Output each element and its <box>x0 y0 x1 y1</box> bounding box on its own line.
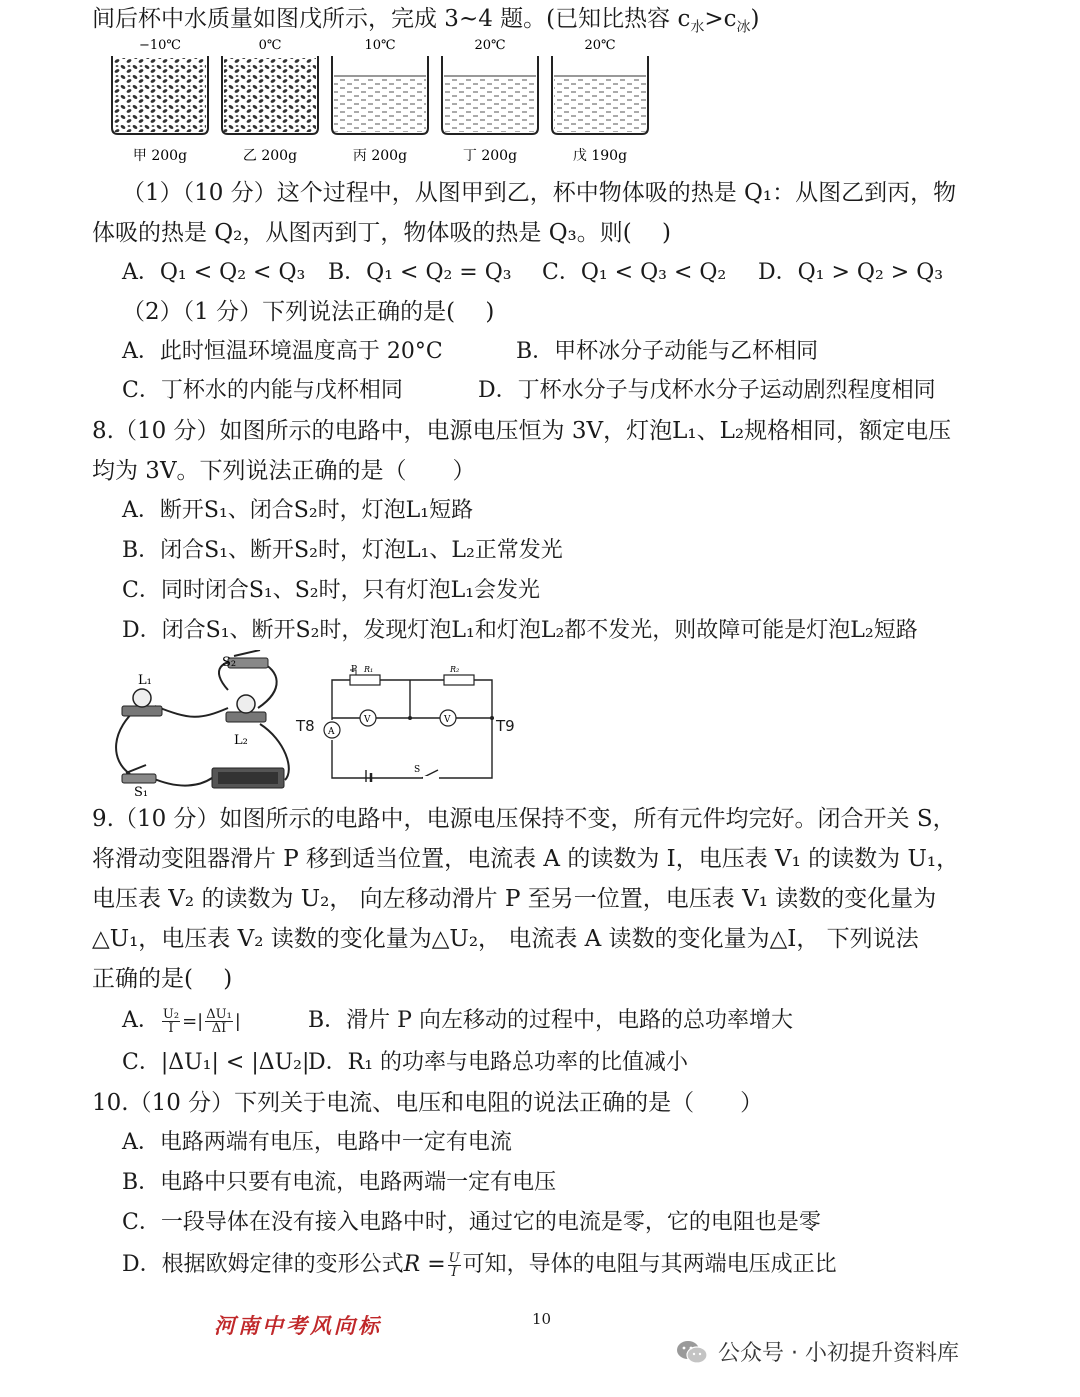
cup-label: 甲 200g <box>132 148 188 164</box>
q1-option-d: D．Q₁ > Q₂ > Q₃ <box>758 260 944 285</box>
q2-stem: （2）（1 分）下列说法正确的是( ) <box>122 299 495 325</box>
q2-option-b: B．甲杯冰分子动能与乙杯相同 <box>516 339 819 364</box>
label-l2: L₂ <box>234 733 248 748</box>
q9-line1: 9.（10 分）如图所示的电路中，电源电压保持不变，所有元件均完好。闭合开关 S， <box>92 806 956 832</box>
label-l1: L₁ <box>138 673 152 688</box>
q10-option-d: D．根据欧姆定律的变形公式R = $\frac{U}{I}$ 可知，导体的电阻与其两端电压成正比 <box>122 1250 837 1280</box>
cup-label: 戊 190g <box>572 148 628 164</box>
q9-option-a: A． $\frac{\text{U₂}}{I}$ =| $\frac{\text{ΔU₁}}{\Delta I}$ | <box>122 1006 241 1036</box>
cups-figure <box>108 34 668 166</box>
wire <box>152 778 212 786</box>
q8-option-b: B．闭合S₁、断开S₂时，灯泡L₁、L₂正常发光 <box>122 538 563 563</box>
q8-line1: 8.（10 分）如图所示的电路中，电源电压恒为 3V，灯泡L₁、L₂规格相同，额定电压 <box>92 418 952 444</box>
water-fill <box>444 76 536 132</box>
water-fill <box>554 76 646 132</box>
resistor-r1 <box>350 675 380 685</box>
label-v1: V <box>364 715 371 725</box>
fraction: $\frac{\text{ΔU₁}}{\Delta I}$ <box>206 1006 232 1036</box>
q2-option-c: C．丁杯水的内能与戊杯相同 <box>122 378 403 403</box>
q9-option-d: D．R₁ 的功率与电路总功率的比值减小 <box>308 1050 689 1075</box>
q9-line3: 电压表 V₂ 的读数为 U₂， 向左移动滑片 P 至另一位置，电压表 V₁ 读数的变化量为 <box>92 886 937 912</box>
q9-line5: 正确的是( ) <box>92 966 233 992</box>
wire <box>332 680 350 720</box>
label-s: S <box>414 765 421 775</box>
junction <box>490 716 494 720</box>
q10-stem: 10.（10 分）下列关于电流、电压和电阻的说法正确的是（ ） <box>92 1090 764 1116</box>
q1-option-a: A．Q₁ < Q₂ < Q₃ <box>122 260 306 285</box>
cup-label: 乙 200g <box>242 148 298 164</box>
wechat-icon <box>676 1339 708 1365</box>
label-r2: R₂ <box>450 665 460 674</box>
cup-temperature: 10℃ <box>364 38 396 53</box>
label-p: P <box>351 665 358 675</box>
wire <box>155 706 228 717</box>
junction <box>408 716 412 720</box>
q2-option-d: D．丁杯水分子与戊杯水分子运动剧烈程度相同 <box>478 378 936 403</box>
cup-label: 丁 200g <box>462 148 518 164</box>
q1-line1: （1）（10 分）这个过程中，从图甲到乙，杯中物体吸的热是 Q₁：从图乙到丙，物 <box>122 180 957 206</box>
watermark-text: 公众号 · 小初提升资料库 <box>718 1341 959 1366</box>
ice-fill <box>224 58 316 132</box>
watermark <box>676 1336 959 1367</box>
fraction: $\frac{\text{U₂}}{I}$ <box>162 1006 180 1036</box>
label-s1: S₁ <box>134 785 149 800</box>
label-r1: R₁ <box>364 665 374 674</box>
q1-option-c: C．Q₁ < Q₃ < Q₂ <box>542 260 727 285</box>
label-t8: T8 <box>296 717 315 735</box>
q8-option-c: C．同时闭合S₁、S₂时，只有灯泡L₁会发光 <box>122 578 541 603</box>
label-s2: S₂ <box>222 655 237 670</box>
intro-line: 间后杯中水质量如图戊所示，完成 3~4 题。(已知比热容 $c_水>c_冰$) <box>92 6 760 36</box>
footer-brand: 河南中考风向标 <box>214 1313 382 1338</box>
cup-temperature: −10℃ <box>139 38 181 53</box>
cup-label: 丙 200g <box>352 148 408 164</box>
ice-fill <box>114 58 206 132</box>
wire <box>258 662 277 708</box>
q9-line2: 将滑动变阻器滑片 P 移到适当位置，电流表 A 的读数为 I，电压表 V₁ 的读数为 U₁， <box>92 846 960 872</box>
fraction: $\frac{U}{I}$ <box>448 1250 460 1280</box>
cup-temperature: 20℃ <box>584 38 616 53</box>
q2-option-a: A．此时恒温环境温度高于 20°C <box>122 339 443 364</box>
switch-gap <box>423 776 439 780</box>
lamp-l2 <box>237 695 255 713</box>
resistor-r2 <box>444 675 474 685</box>
q8-option-d: D．闭合S₁、断开S₂时，发现灯泡L₁和灯泡L₂都不发光，则故障可能是灯泡L₂短路 <box>122 618 918 643</box>
circuit-photo-t8 <box>100 650 300 800</box>
q10-option-c: C．一段导体在没有接入电路中时，通过它的电流是零，它的电阻也是零 <box>122 1210 821 1235</box>
switch-s1 <box>122 774 156 783</box>
lamp-l1 <box>133 689 151 707</box>
label-a: A <box>328 727 335 737</box>
label-t9: T9 <box>496 717 515 735</box>
water-fill <box>334 76 426 132</box>
q10-option-b: B．电路中只要有电流，电路两端一定有电压 <box>122 1170 557 1195</box>
page-number: 10 <box>532 1310 552 1328</box>
q9-option-c: C．|ΔU₁| < |ΔU₂| <box>122 1050 310 1075</box>
q1-option-b: B．Q₁ < Q₂ = Q₃ <box>328 260 512 285</box>
wire <box>332 680 492 778</box>
cup-temperature: 0℃ <box>258 38 282 53</box>
q9-option-b: B．滑片 P 向左移动的过程中，电路的总功率增大 <box>308 1008 793 1033</box>
label-v2: V <box>444 715 451 725</box>
q8-option-a: A．断开S₁、闭合S₂时，灯泡L₁短路 <box>122 498 474 523</box>
q1-line2: 体吸的热是 Q₂，从图丙到丁，物体吸的热是 Q₃。则( ) <box>92 220 672 246</box>
q9-line4: △U₁，电压表 V₂ 读数的变化量为△U₂， 电流表 A 读数的变化量为△I， 下列说法 <box>92 926 919 952</box>
q8-line2: 均为 3V。下列说法正确的是（ ） <box>92 458 476 484</box>
q10-option-a: A．电路两端有电压，电路中一定有电流 <box>122 1130 512 1155</box>
circuit-schematic-t9 <box>322 660 502 782</box>
cup-temperature: 20℃ <box>474 38 506 53</box>
